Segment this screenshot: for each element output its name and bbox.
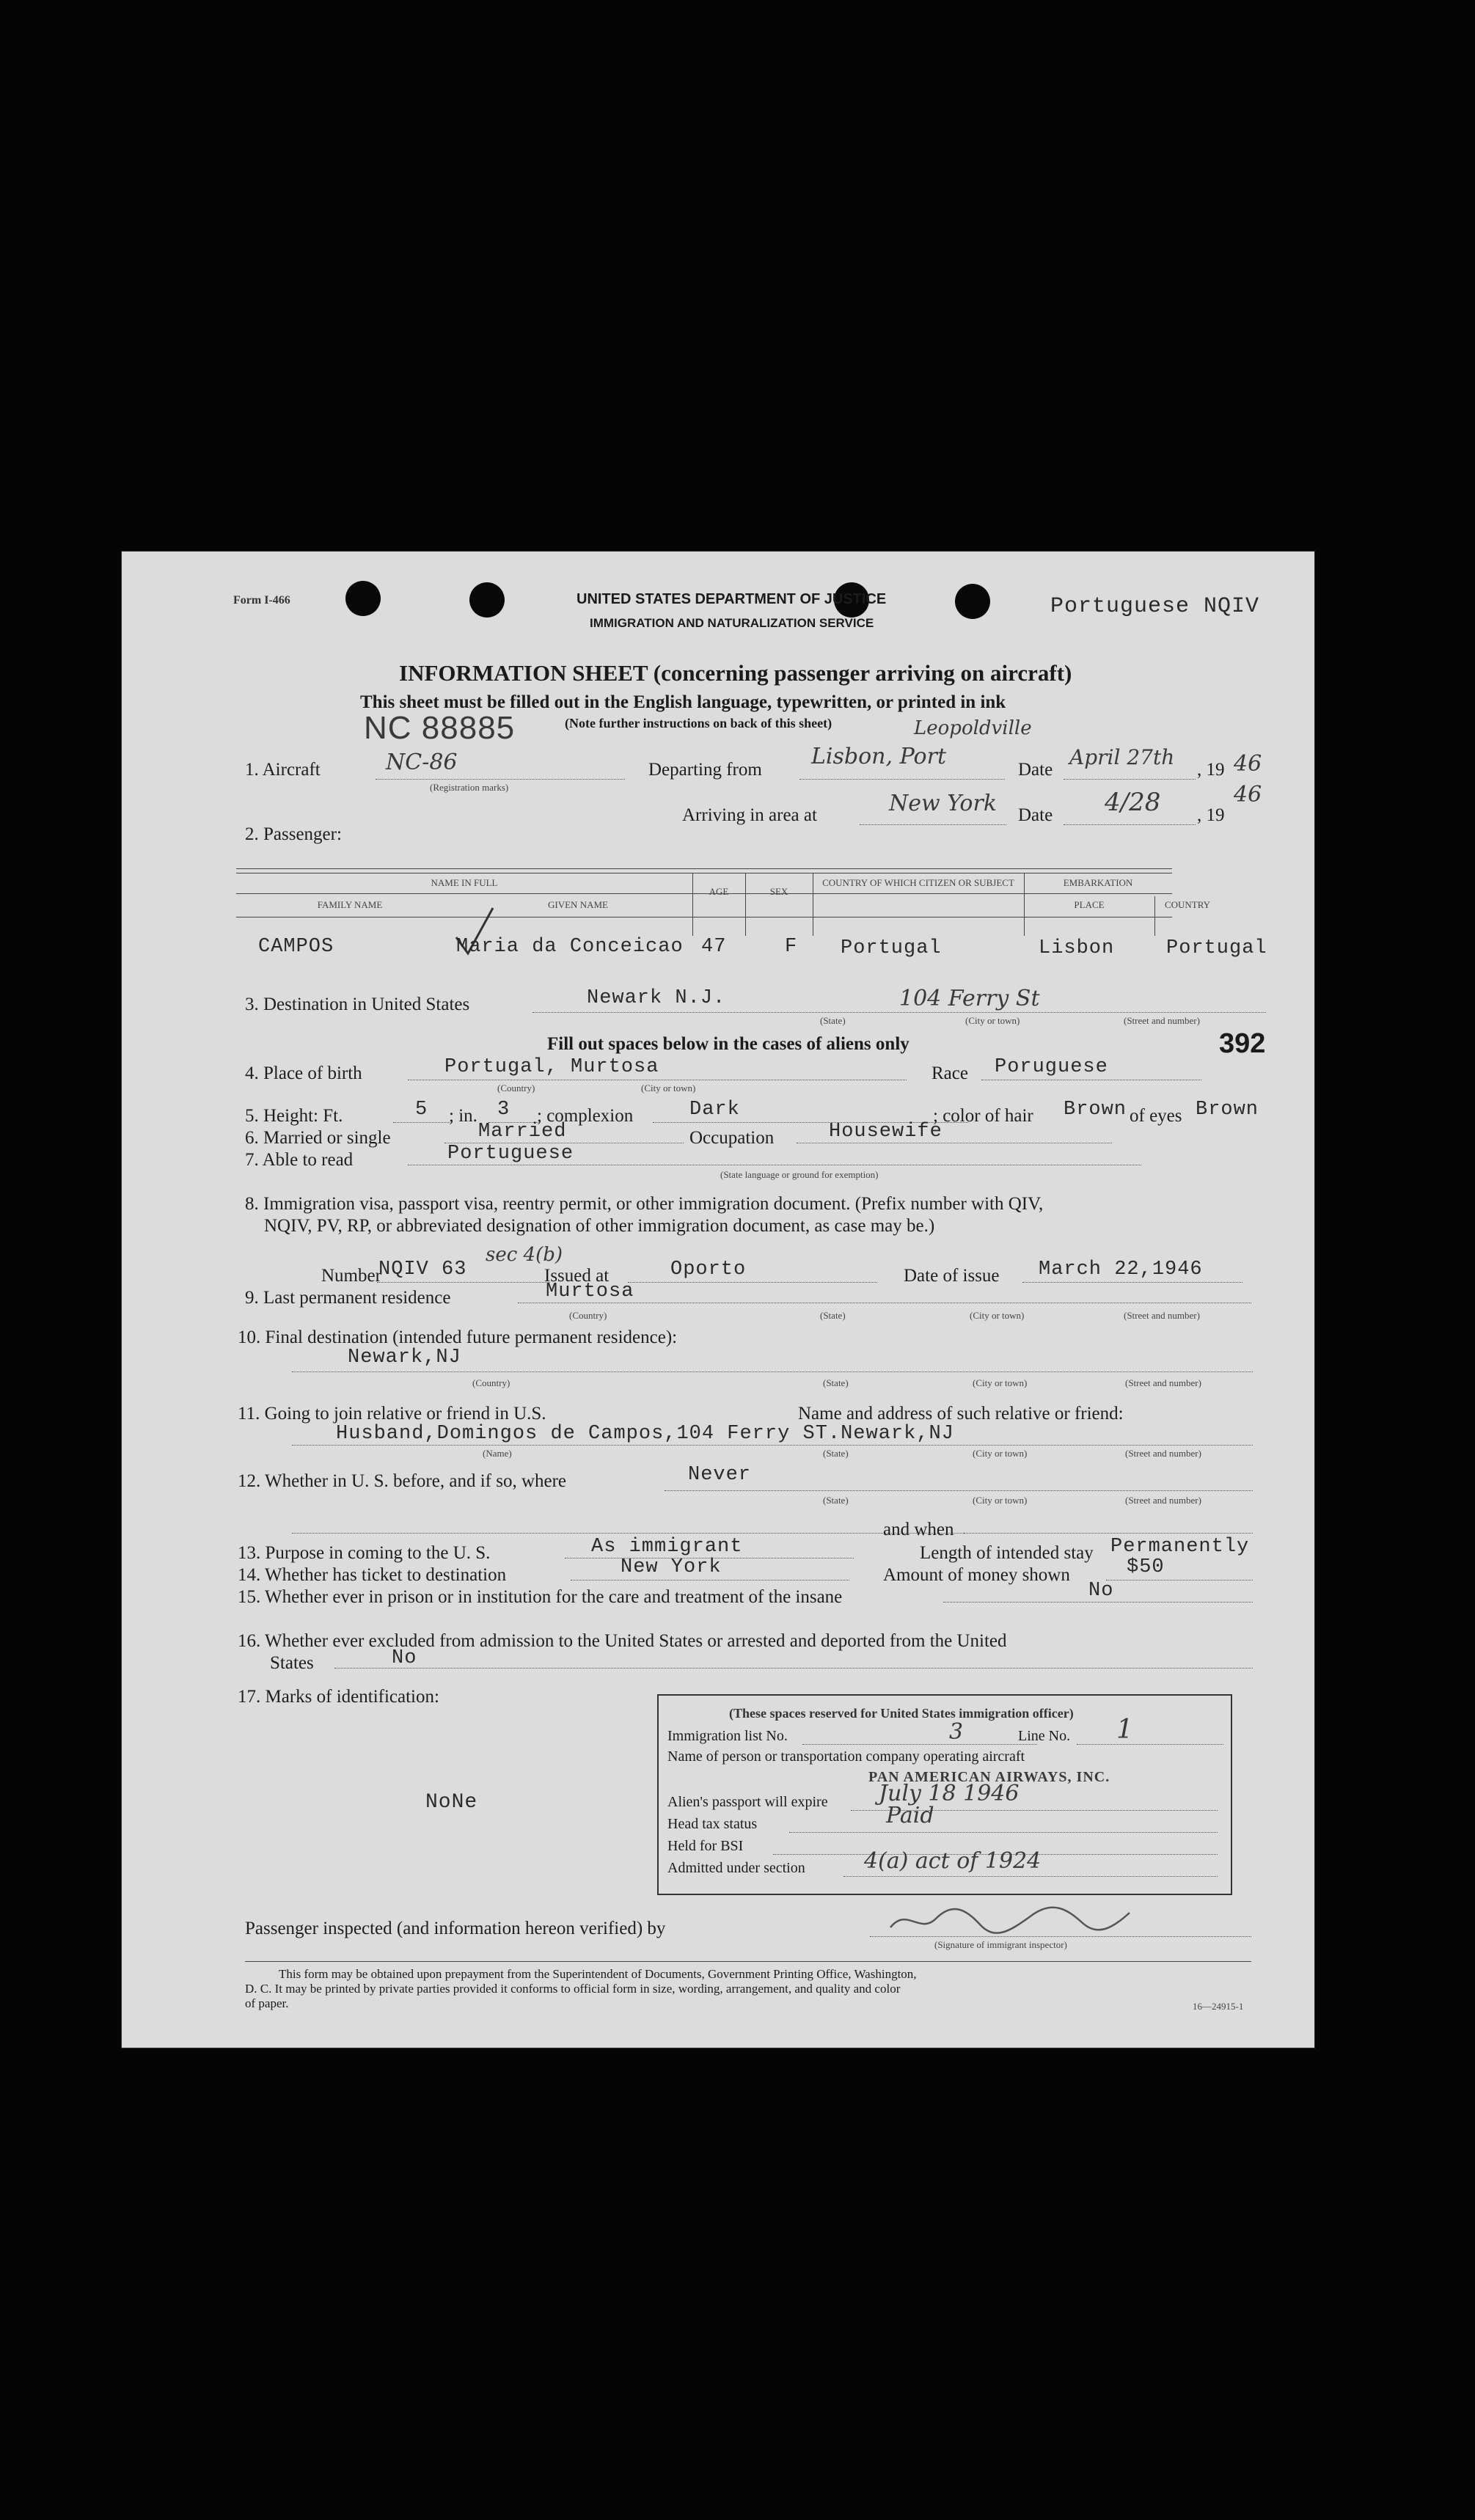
- complexion-label: ; complexion: [537, 1106, 634, 1126]
- line-no-line: [1077, 1744, 1223, 1745]
- eyes-label: of eyes: [1130, 1106, 1182, 1126]
- depart-date-value: April 27th: [1069, 745, 1175, 769]
- final-state-caption: (State): [823, 1377, 849, 1388]
- arrive-date-line: [1064, 824, 1196, 825]
- given-name-value: Maria da Conceicao: [456, 936, 684, 958]
- height-inches: 3: [497, 1099, 510, 1121]
- excluded-label-2: States: [270, 1653, 314, 1673]
- relative-street-caption: (Street and number): [1125, 1448, 1201, 1459]
- arriving-label: Arriving in area at: [682, 805, 817, 825]
- passport-label: Alien's passport will expire: [667, 1794, 828, 1810]
- name-in-full-header: NAME IN FULL: [431, 877, 498, 888]
- departing-line: [799, 779, 1005, 780]
- company-label: Name of person or transportation company operating aircraft: [667, 1748, 1025, 1765]
- ticket-line: [571, 1580, 849, 1581]
- officer-box: [657, 1694, 1232, 1895]
- depart-year-suffix: 46: [1234, 751, 1262, 777]
- arrive-year-suffix: 46: [1234, 782, 1262, 807]
- aircraft-registration: NC-86: [386, 750, 458, 775]
- aircraft-label: 1. Aircraft: [245, 760, 321, 780]
- residence-country-caption: (Country): [569, 1310, 607, 1321]
- when-label: and when: [883, 1520, 954, 1539]
- list-line: [802, 1744, 1037, 1745]
- aircraft-line: [376, 779, 625, 780]
- arriving-line: [860, 824, 1006, 825]
- relative-label: 11. Going to join relative or friend in U.S.: [238, 1404, 546, 1424]
- height-label: 5. Height: Ft.: [245, 1106, 343, 1126]
- embarkation-header: EMBARKATION: [1063, 877, 1133, 888]
- signature-line: [870, 1936, 1251, 1937]
- sheet-number: 392: [1219, 1028, 1266, 1059]
- document-label-1: 8. Immigration visa, passport visa, reentry permit, or other immigration document. (Prefix number with QIV,: [245, 1194, 1044, 1214]
- read-value: Portuguese: [447, 1143, 574, 1165]
- tax-line: [789, 1832, 1218, 1833]
- destination-line: [532, 1012, 1266, 1013]
- excluded-value: No: [392, 1647, 417, 1669]
- when-line: [964, 1533, 1253, 1534]
- punch-hole-2: [469, 582, 505, 618]
- before-city-caption: (City or town): [973, 1495, 1028, 1506]
- destination-city-caption: (City or town): [965, 1015, 1020, 1026]
- feet-line: [393, 1122, 452, 1123]
- birth-label: 4. Place of birth: [245, 1063, 362, 1083]
- depart-date-label: Date: [1018, 760, 1053, 780]
- citizen-value: Portugal: [841, 937, 942, 959]
- footer-line-3: of paper.: [245, 1996, 289, 2010]
- relative-name-caption: (Name): [483, 1448, 512, 1459]
- service-name: IMMIGRATION AND NATURALIZATION SERVICE: [590, 616, 874, 630]
- line-value: 1: [1116, 1715, 1133, 1745]
- relative-city-caption: (City or town): [973, 1448, 1028, 1459]
- destination-state-caption: (State): [820, 1015, 846, 1026]
- final-country-caption: (Country): [472, 1377, 510, 1388]
- birth-country-caption: (Country): [497, 1083, 535, 1094]
- page-title: INFORMATION SHEET (concerning passenger arriving on aircraft): [399, 660, 1072, 686]
- line-label: Line No.: [1018, 1728, 1071, 1744]
- admitted-line: [843, 1876, 1218, 1877]
- height-feet: 5: [415, 1099, 428, 1121]
- final-destination-value: Newark,NJ: [348, 1347, 461, 1369]
- race-label: Race: [932, 1063, 968, 1083]
- sex-value: F: [785, 936, 798, 958]
- final-destination-line: [292, 1371, 1253, 1372]
- admitted-value: 4(a) act of 1924: [864, 1848, 1042, 1874]
- age-header: AGE: [709, 886, 729, 897]
- country-value: Portugal: [1166, 937, 1267, 959]
- stay-label: Length of intended stay: [920, 1543, 1094, 1563]
- place-value: Lisbon: [1039, 937, 1115, 959]
- footer-line-2: D. C. It may be printed by private parties provided it conforms to official form in size, wording, arrangement, and quality and color: [245, 1982, 901, 1996]
- tax-value: Paid: [886, 1803, 934, 1828]
- marital-label: 6. Married or single: [245, 1128, 391, 1148]
- residence-state-caption: (State): [820, 1310, 846, 1321]
- final-street-caption: (Street and number): [1125, 1377, 1201, 1388]
- department-name: UNITED STATES DEPARTMENT OF JUSTICE: [577, 591, 887, 607]
- form-number: Form I-466: [233, 594, 290, 607]
- back-note: (Note further instructions on back of this sheet): [565, 716, 832, 730]
- family-name-value: CAMPOS: [258, 936, 334, 958]
- information-sheet: [122, 552, 1314, 2048]
- before-state-caption: (State): [823, 1495, 849, 1506]
- prison-line: [943, 1602, 1253, 1603]
- document-label-2: NQIV, PV, RP, or abbreviated designation of other immigration document, as case may be.): [264, 1216, 935, 1236]
- document-number-value: NQIV 63: [378, 1259, 467, 1281]
- list-value: 3: [949, 1719, 964, 1745]
- stamp-number: NC 88885: [364, 710, 516, 746]
- issued-value: Oporto: [670, 1259, 747, 1281]
- hair-value: Brown: [1064, 1099, 1127, 1121]
- before-value: Never: [688, 1464, 752, 1486]
- issue-date-line: [1022, 1282, 1242, 1283]
- relative-value: Husband,Domingos de Campos,104 Ferry ST.Newark,NJ: [336, 1423, 954, 1445]
- marital-value: Married: [478, 1121, 567, 1143]
- issue-date-value: March 22,1946: [1039, 1259, 1203, 1281]
- money-line: [1106, 1580, 1253, 1581]
- issued-label: Issued at: [544, 1266, 610, 1286]
- punch-hole-4: [955, 584, 990, 619]
- sex-header: SEX: [769, 886, 788, 897]
- relative-state-caption: (State): [823, 1448, 849, 1459]
- company-value: PAN AMERICAN AIRWAYS, INC.: [868, 1769, 1110, 1785]
- depart-date-line: [1064, 779, 1196, 780]
- issued-line: [628, 1282, 877, 1283]
- residence-street-caption: (Street and number): [1124, 1310, 1200, 1321]
- place-header: PLACE: [1074, 899, 1105, 910]
- given-name-header: GIVEN NAME: [548, 899, 608, 910]
- family-name-header: FAMILY NAME: [317, 899, 383, 910]
- destination-street-caption: (Street and number): [1124, 1015, 1200, 1026]
- registration-caption: (Registration marks): [430, 782, 509, 793]
- destination-value: Newark N.J.: [587, 987, 726, 1009]
- footer-code: 16—24915-1: [1193, 2001, 1244, 2012]
- read-label: 7. Able to read: [245, 1150, 354, 1170]
- aliens-heading: Fill out spaces below in the cases of aliens only: [547, 1034, 909, 1054]
- list-label: Immigration list No.: [667, 1728, 788, 1744]
- relative-label-right: Name and address of such relative or friend:: [798, 1404, 1124, 1424]
- footer-line-1: This form may be obtained upon prepayment from the Superintendent of Documents, Government Printing Office, Washington,: [279, 1967, 917, 1981]
- officer-box-heading: (These spaces reserved for United States immigration officer): [729, 1706, 1074, 1721]
- purpose-label: 13. Purpose in coming to the U. S.: [238, 1543, 491, 1563]
- excluded-label-1: 16. Whether ever excluded from admission to the United States or arrested and deported from the United: [238, 1631, 1007, 1651]
- ticket-label: 14. Whether has ticket to destination: [238, 1565, 507, 1585]
- country-header: COUNTRY: [1164, 899, 1211, 910]
- relative-line: [292, 1445, 1253, 1446]
- admitted-label: Admitted under section: [667, 1860, 805, 1876]
- departing-extra: Leopoldville: [914, 717, 1032, 739]
- money-value: $50: [1127, 1556, 1165, 1578]
- residence-value: Murtosa: [546, 1281, 634, 1303]
- passport-value: July 18 1946: [879, 1781, 1020, 1806]
- complexion-value: Dark: [689, 1099, 740, 1121]
- residence-city-caption: (City or town): [970, 1310, 1025, 1321]
- punch-hole-1: [345, 581, 381, 616]
- destination-label: 3. Destination in United States: [245, 995, 470, 1014]
- arrive-date-value: 4/28: [1105, 788, 1161, 817]
- stay-value: Permanently: [1110, 1536, 1250, 1558]
- inspector-signature: [885, 1902, 1134, 1939]
- tax-label: Head tax status: [667, 1816, 758, 1832]
- hair-label: ; color of hair: [933, 1106, 1033, 1126]
- footer-rule: [245, 1961, 1251, 1962]
- signature-caption: (Signature of immigrant inspector): [934, 1939, 1067, 1950]
- purpose-value: As immigrant: [591, 1536, 743, 1558]
- age-value: 47: [701, 936, 727, 958]
- citizen-header: COUNTRY OF WHICH CITIZEN OR SUBJECT: [822, 877, 1014, 888]
- marks-label: 17. Marks of identification:: [238, 1687, 439, 1707]
- arrive-date-label: Date: [1018, 805, 1053, 825]
- before-street-caption: (Street and number): [1125, 1495, 1201, 1506]
- residence-label: 9. Last permanent residence: [245, 1288, 451, 1308]
- race-value: Poruguese: [995, 1056, 1108, 1078]
- instructions: This sheet must be filled out in the English language, typewritten, or printed in ink: [360, 692, 1006, 712]
- final-destination-label: 10. Final destination (intended future permanent residence):: [238, 1327, 678, 1347]
- arrive-year-prefix: , 19: [1197, 805, 1225, 825]
- ticket-value: New York: [621, 1556, 722, 1578]
- depart-year-prefix: , 19: [1197, 760, 1225, 780]
- document-number-handwritten: sec 4(b): [486, 1244, 563, 1266]
- read-caption: (State language or ground for exemption): [720, 1169, 879, 1180]
- issue-date-label: Date of issue: [904, 1266, 1000, 1286]
- marks-value: NoNe: [425, 1791, 478, 1814]
- bsi-label: Held for BSI: [667, 1838, 744, 1854]
- departing-label: Departing from: [648, 760, 762, 780]
- money-label: Amount of money shown: [883, 1565, 1070, 1585]
- final-city-caption: (City or town): [973, 1377, 1028, 1388]
- before-label: 12. Whether in U. S. before, and if so, where: [238, 1471, 567, 1491]
- inspection-label: Passenger inspected (and information hereon verified) by: [245, 1919, 666, 1938]
- occupation-label: Occupation: [689, 1128, 775, 1148]
- prison-label: 15. Whether ever in prison or in institution for the care and treatment of the insane: [238, 1587, 843, 1607]
- departing-value: Lisbon, Port: [811, 744, 946, 769]
- number-line: [377, 1282, 550, 1283]
- passenger-label: 2. Passenger:: [245, 824, 342, 844]
- excluded-line: [334, 1668, 1253, 1669]
- prison-value: No: [1088, 1580, 1114, 1602]
- birth-value: Portugal, Murtosa: [444, 1056, 659, 1078]
- before-line: [665, 1490, 1253, 1491]
- document-number-label: Number: [321, 1266, 381, 1286]
- occupation-value: Housewife: [829, 1121, 943, 1143]
- eyes-value: Brown: [1196, 1099, 1259, 1121]
- inches-label: ; in.: [449, 1106, 477, 1126]
- destination-handwritten: 104 Ferry St: [899, 986, 1040, 1011]
- birth-city-caption: (City or town): [641, 1083, 696, 1094]
- arriving-value: New York: [889, 791, 997, 816]
- visa-type-annotation: Portuguese NQIV: [1050, 594, 1260, 619]
